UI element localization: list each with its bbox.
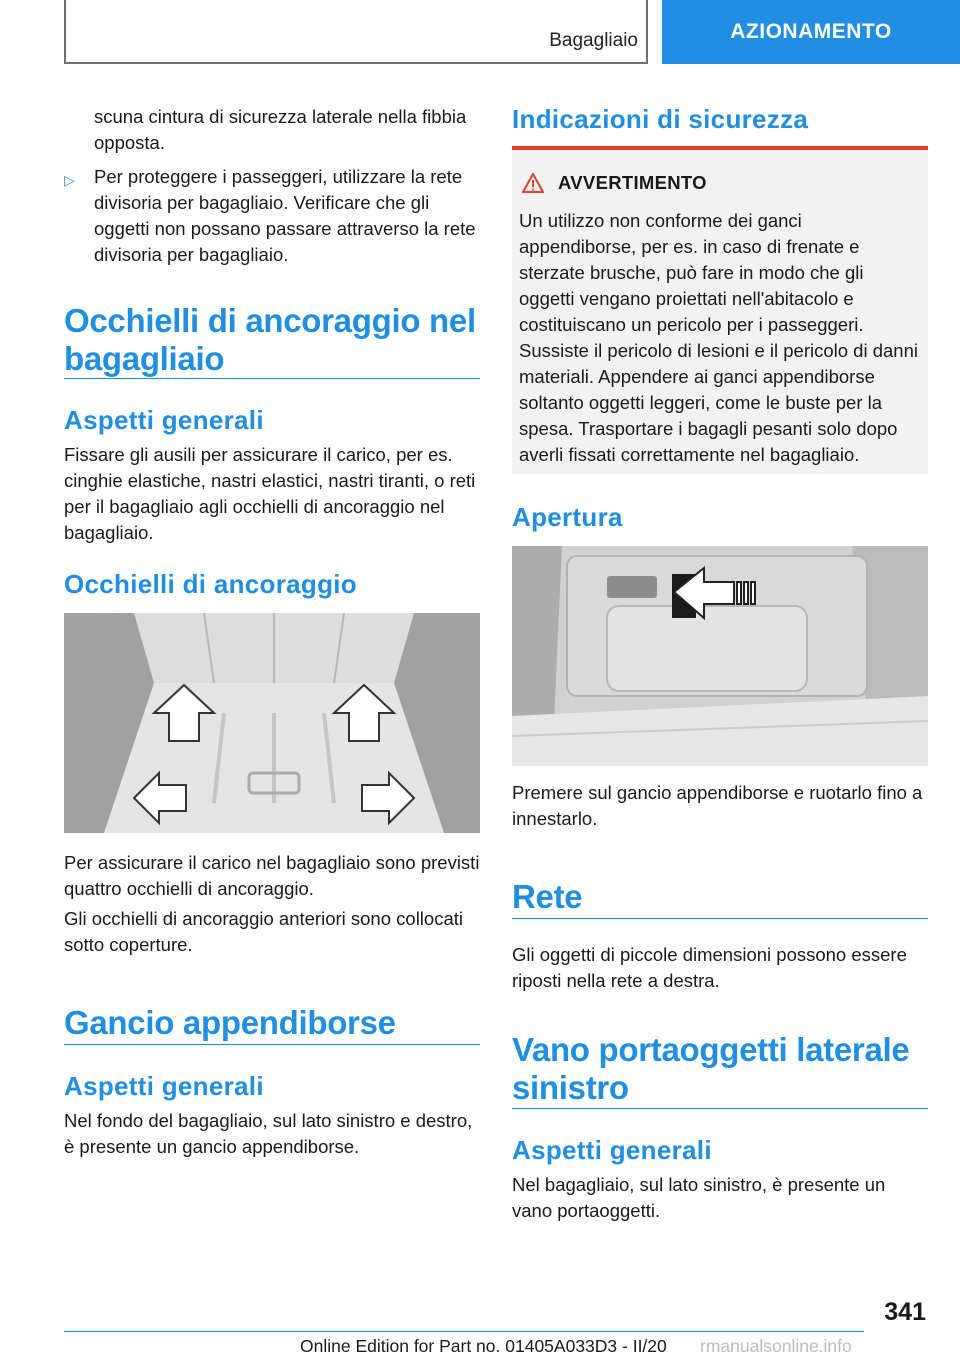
warning-triangle-icon <box>522 173 544 193</box>
intro-continuation: scuna cintura di sicurezza laterale nella fibbia opposta. <box>94 106 467 153</box>
paragraph-eyelets-1: Per assicurare il carico nel bagagliaio sono previsti quattro occhielli di ancoraggio. <box>64 852 480 899</box>
warning-title: AVVERTIMENTO <box>558 172 707 193</box>
heading-rule <box>64 1044 480 1045</box>
heading-eyelets: Occhielli di ancoraggio nel bagagliaio <box>64 302 476 377</box>
warning-box <box>512 146 928 474</box>
trunk-eyelets-image <box>64 613 480 833</box>
paragraph-general-3: Nel bagagliaio, sul lato sinistro, è presente un vano portaoggetti. <box>512 1174 886 1221</box>
subheading-opening: Apertura <box>512 502 623 532</box>
paragraph-opening: Premere sul gancio appendiborse e ruotarlo fino a innestarlo. <box>512 782 923 829</box>
warning-header <box>522 172 707 194</box>
triangle-right-icon: ▷ <box>64 172 75 188</box>
paragraph-general-2: Nel fondo del bagagliaio, sul lato sinistro e destro, è presente un gancio appendiborse. <box>64 1110 473 1157</box>
bullet-item <box>64 164 482 268</box>
header-chapter-tab: AZIONAMENTO <box>662 0 960 64</box>
header-section-title: Bagagliaio <box>549 30 638 51</box>
heading-compartment: Vano portaoggetti laterale sinistro <box>512 1031 910 1106</box>
heading-hook: Gancio appendiborse <box>64 1004 396 1041</box>
footer-edition: Online Edition for Part no. 01405A033D3 - II/20 <box>300 1336 667 1356</box>
warning-text: Un utilizzo non conforme dei ganci appendiborse, per es. in caso di frenate e sterzate brusche, può fare in modo che gli oggetti vengano proiettati nell'abitacolo e costituiscano un pericolo per i passeggeri. Sussiste il pericolo di lesioni e il pericolo di danni materiali. Appendere ai ganci appendiborse soltanto oggetti leggeri, come le buste per la spesa. Trasportare i bagagli pesanti solo dopo averli fissati correttamente nel bagagliaio. <box>519 210 918 465</box>
paragraph-eyelets-2: Gli occhielli di ancoraggio anteriori sono collocati sotto coperture. <box>64 908 463 955</box>
paragraph-general-1: Fissare gli ausili per assicurare il carico, per es. cinghie elastiche, nastri elastici, nastri tiranti, o reti per il bagagliaio agli occhielli di ancoraggio nel bagagliaio. <box>64 444 476 543</box>
subheading-general-2: Aspetti generali <box>64 1071 264 1101</box>
subheading-safety: Indicazioni di sicurezza <box>512 104 809 134</box>
footer-watermark: rmanualsonline.info <box>700 1336 852 1356</box>
heading-net: Rete <box>512 878 583 915</box>
heading-rule <box>512 1108 928 1109</box>
heading-rule <box>512 918 928 919</box>
heading-rule <box>64 378 480 379</box>
bag-hook-image <box>512 546 928 766</box>
footer-rule <box>64 1331 864 1332</box>
subheading-general-1: Aspetti generali <box>64 405 264 435</box>
page-number: 341 <box>884 1298 926 1326</box>
bullet-text: Per proteggere i passeggeri, utilizzare la rete divisoria per bagagliaio. Verificare che gli oggetti non possano passare attraverso la rete divisoria per bagagliaio. <box>94 166 476 265</box>
subheading-eyelets: Occhielli di ancoraggio <box>64 569 357 599</box>
subheading-general-3: Aspetti generali <box>512 1135 712 1165</box>
paragraph-net: Gli oggetti di piccole dimensioni possono essere riposti nella rete a destra. <box>512 944 907 991</box>
